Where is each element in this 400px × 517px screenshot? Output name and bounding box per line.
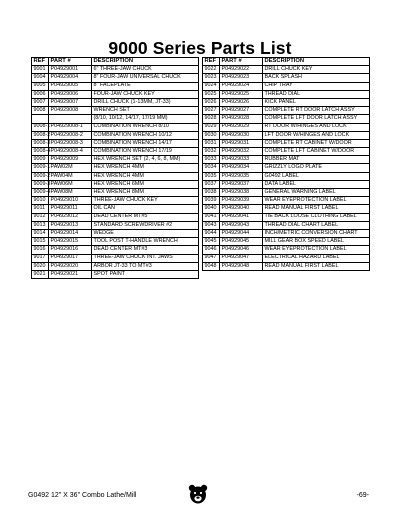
ref-cell: 9017 (32, 254, 49, 262)
ref-cell: 9007 (32, 98, 49, 106)
table-row (203, 246, 370, 254)
description-cell: G0492 LABEL (263, 172, 370, 180)
table-row (203, 98, 370, 106)
table-row (32, 164, 199, 172)
part-number-cell: P04929004 (49, 74, 92, 82)
ref-cell: 9016 (32, 246, 49, 254)
description-cell: GENERAL WARNING LABEL (263, 189, 370, 197)
ref-cell: 9014 (32, 229, 49, 237)
ref-cell (32, 115, 49, 123)
table-row (203, 213, 370, 221)
table-row (32, 205, 199, 213)
table-row (32, 262, 199, 270)
part-number-cell: P04929024 (220, 82, 263, 90)
ref-cell: 9008 (32, 107, 49, 115)
part-number-cell: PAW08M (49, 189, 92, 197)
part-number-cell: P04929013 (49, 221, 92, 229)
ref-column-header: REF (203, 58, 220, 66)
ref-cell: 9027 (203, 107, 220, 115)
part-number-cell: P04929014 (49, 229, 92, 237)
table-row (32, 238, 199, 246)
ref-cell: 9029 (203, 123, 220, 131)
part-number-cell: P04929012 (49, 213, 92, 221)
parts-table-left (31, 57, 199, 279)
description-cell: COMBINATION WRENCH 10/12 (92, 131, 199, 139)
table-row (32, 123, 199, 131)
part-number-cell: P04929008-3 (49, 139, 92, 147)
description-cell: RT DOOR W/HINGES AND LOCK (263, 123, 370, 131)
part-number-cell: P04929048 (220, 262, 263, 270)
table-row (203, 74, 370, 82)
ref-cell: 9024 (203, 82, 220, 90)
parts-table-right (202, 57, 370, 271)
ref-cell: 9005 (32, 82, 49, 90)
part-number-cell: P04929027 (220, 107, 263, 115)
part-number-cell: P04929008-2 (49, 131, 92, 139)
ref-cell: 9033 (203, 156, 220, 164)
ref-cell: 9047 (203, 254, 220, 262)
description-cell: WEDGE (92, 229, 199, 237)
ref-cell: 9015 (32, 238, 49, 246)
part-number-cell: P04929028 (220, 115, 263, 123)
ref-cell: 9041 (203, 213, 220, 221)
table-row (203, 131, 370, 139)
description-column-header: DESCRIPTION (263, 58, 370, 66)
ref-cell: 9040 (203, 205, 220, 213)
description-cell: DATA LABEL (263, 180, 370, 188)
ref-cell: 9039 (203, 197, 220, 205)
description-cell: HEX WRENCH 4MM (92, 172, 199, 180)
ref-cell: 9008-3 (33, 139, 51, 146)
part-number-cell: P04929034 (220, 164, 263, 172)
description-cell: OIL CAN (92, 205, 199, 213)
ref-cell: 9021 (32, 270, 49, 278)
description-cell: SPOT PAINT (92, 270, 199, 278)
part-number-cell: P04929020 (49, 262, 92, 270)
description-cell: KICK PANEL (263, 98, 370, 106)
page-title: 9000 Series Parts List (108, 38, 292, 58)
table-row (203, 205, 370, 213)
table-row (32, 156, 199, 164)
ref-cell: 9046 (203, 246, 220, 254)
description-cell: 8" FACEPLATE (92, 82, 199, 90)
part-number-cell: P04929033 (220, 156, 263, 164)
ref-cell: 9023 (203, 74, 220, 82)
part-number-cell: P04929010 (49, 197, 92, 205)
part-number-cell: P04929037 (220, 180, 263, 188)
table-row (203, 148, 370, 156)
description-cell: COMPLETE RT CABINET W/DOOR (263, 139, 370, 147)
description-cell: FOUR-JAW CHUCK KEY (92, 90, 199, 98)
description-cell: THREAD DIAL CHART LABEL (263, 221, 370, 229)
description-cell: HEX WRENCH 4MM (92, 164, 199, 172)
description-cell: DRILL CHUCK (1-13MM, JT-33) (92, 98, 199, 106)
table-row (203, 197, 370, 205)
ref-cell: 9006 (32, 90, 49, 98)
description-cell: THREE-JAW CHUCK KEY (92, 197, 199, 205)
table-row (32, 180, 199, 188)
table-row (203, 180, 370, 188)
description-cell: COMPLETE RT DOOR LATCH ASSY (263, 107, 370, 115)
table-row (203, 238, 370, 246)
description-cell: READ MANUAL FIRST LABEL (263, 205, 370, 213)
table-row (32, 221, 199, 229)
part-number-cell: PAW02M (49, 164, 92, 172)
part-number-cell (49, 115, 92, 123)
description-cell: LFT DOOR W/HINGES AND LOCK (263, 131, 370, 139)
description-cell: DRILL CHUCK KEY (263, 66, 370, 74)
description-cell: WRENCH SET (92, 107, 199, 115)
table-row (32, 270, 199, 278)
part-number-cell: P04929043 (220, 221, 263, 229)
part-number-cell: P04929046 (220, 246, 263, 254)
table-row (203, 221, 370, 229)
table-row (203, 82, 370, 90)
table-row (32, 131, 199, 139)
table-row (32, 139, 199, 147)
table-row (203, 164, 370, 172)
ref-cell: 9045 (203, 238, 220, 246)
ref-cell: 9008-1 (33, 123, 51, 130)
ref-cell: 9009-3 (33, 180, 51, 187)
table-row (32, 107, 199, 115)
description-cell: GRIZZLY LOGO PLATE (263, 164, 370, 172)
part-number-cell: P04929039 (220, 197, 263, 205)
ref-cell: 9022 (203, 66, 220, 74)
description-cell: STANDARD SCREWDRIVER #2 (92, 221, 199, 229)
ref-cell: 9035 (203, 172, 220, 180)
table-row (32, 254, 199, 262)
part-number-cell: P04929017 (49, 254, 92, 262)
table-row (32, 115, 199, 123)
part-number-column-header: PART # (49, 58, 92, 66)
part-number-cell: P04929025 (220, 90, 263, 98)
description-cell: THREE-JAW CHUCK INT. JAWS (92, 254, 199, 262)
ref-cell: 9013 (32, 221, 49, 229)
part-number-cell: P04929038 (220, 189, 263, 197)
table-row (32, 197, 199, 205)
table-row (203, 90, 370, 98)
table-row (32, 82, 199, 90)
description-cell: HEX WRENCH 8MM (92, 189, 199, 197)
part-number-cell: P04929009 (49, 156, 92, 164)
part-number-cell: P04929029 (220, 123, 263, 131)
table-row (203, 123, 370, 131)
table-row (32, 66, 199, 74)
part-number-cell: P04929045 (220, 238, 263, 246)
ref-cell: 9009 (32, 156, 49, 164)
table-row (32, 246, 199, 254)
description-cell: COMBINATION WRENCH 14/17 (92, 139, 199, 147)
description-cell: ARBOR JT-33 TO MT#3 (92, 262, 199, 270)
part-number-cell: P04929008-1 (49, 123, 92, 131)
description-cell: HEX WRENCH 6MM (92, 180, 199, 188)
page-number: -69- (356, 492, 369, 499)
footer-model-text: G0492 12" X 36" Combo Lathe/Mill (28, 492, 137, 499)
table-row (32, 74, 199, 82)
table-row (32, 172, 199, 180)
description-cell: TIE BACK LOOSE CLOTHING LABEL (263, 213, 370, 221)
ref-cell: 9043 (203, 221, 220, 229)
description-cell: RUBBER MAT (263, 156, 370, 164)
description-cell: 8" FOUR-JAW UNIVERSAL CHUCK (92, 74, 199, 82)
description-cell: INCH/METRIC CONVERSION CHART (263, 229, 370, 237)
ref-cell: 9008-4 (33, 147, 51, 154)
ref-cell: 9044 (203, 229, 220, 237)
part-number-cell: P04929007 (49, 98, 92, 106)
ref-cell: 9026 (203, 98, 220, 106)
description-cell: WEAR EYEPROTECTION LABEL (263, 197, 370, 205)
description-cell: DEAD CENTER MT#5 (92, 213, 199, 221)
description-cell: COMBINATION WRENCH 8/10 (92, 123, 199, 131)
description-cell: DEAD CENTER MT#3 (92, 246, 199, 254)
part-number-cell: P04929032 (220, 148, 263, 156)
table-row (32, 90, 199, 98)
part-number-cell: P04929022 (220, 66, 263, 74)
description-cell: COMBINATION WRENCH 17/19 (92, 148, 199, 156)
table-row (203, 139, 370, 147)
table-header-row (32, 58, 199, 66)
table-row (203, 229, 370, 237)
description-cell: (8/10, 10/12, 14/17, 17/19 MM) (92, 115, 199, 123)
table-row (203, 66, 370, 74)
part-number-cell: PAW04M (49, 172, 92, 180)
part-number-cell: P04929030 (220, 131, 263, 139)
part-number-cell: P04929015 (49, 238, 92, 246)
ref-column-header: REF (32, 58, 49, 66)
part-number-cell: P04929026 (220, 98, 263, 106)
table-row (32, 148, 199, 156)
part-number-cell: P04929040 (220, 205, 263, 213)
ref-cell: 9025 (203, 90, 220, 98)
ref-cell: 9030 (203, 131, 220, 139)
ref-cell: 9001 (32, 66, 49, 74)
ref-cell: 9032 (203, 148, 220, 156)
part-number-column-header: PART # (220, 58, 263, 66)
table-row (32, 229, 199, 237)
description-cell: COMPLETE LFT DOOR LATCH ASSY (263, 115, 370, 123)
part-number-cell: P04929011 (49, 205, 92, 213)
description-cell: 6" THREE-JAW CHUCK (92, 66, 199, 74)
table-row (203, 254, 370, 262)
part-number-cell: P04929008-4 (49, 148, 92, 156)
ref-cell: 9038 (203, 189, 220, 197)
description-column-header: DESCRIPTION (92, 58, 199, 66)
part-number-cell: P04929041 (220, 213, 263, 221)
description-cell: READ MANUAL FIRST LABEL (263, 262, 370, 270)
ref-cell: 9031 (203, 139, 220, 147)
table-row (203, 172, 370, 180)
table-row (203, 189, 370, 197)
part-number-cell: P04929016 (49, 246, 92, 254)
description-cell: TOOL POST T-HANDLE WRENCH (92, 238, 199, 246)
description-cell: MILL GEAR BOX SPEED LABEL (263, 238, 370, 246)
ref-cell: 9034 (203, 164, 220, 172)
ref-cell: 9009-4 (33, 188, 51, 195)
grizzly-bear-head-icon (187, 483, 209, 505)
part-number-cell: P04929047 (220, 254, 263, 262)
ref-cell: 9011 (32, 205, 49, 213)
description-cell: ELECTRICAL HAZARD LABEL (263, 254, 370, 262)
ref-cell: 9037 (203, 180, 220, 188)
part-number-cell: P04929008 (49, 107, 92, 115)
ref-cell: 9028 (203, 115, 220, 123)
part-number-cell: PAW06M (49, 180, 92, 188)
table-row (32, 98, 199, 106)
table-row (203, 156, 370, 164)
description-cell: COMPLETE LFT CABINET W/DOOR (263, 148, 370, 156)
ref-cell: 9020 (32, 262, 49, 270)
description-cell: CHIP TRAY (263, 82, 370, 90)
part-number-cell: P04929021 (49, 270, 92, 278)
ref-cell: 9009-2 (33, 172, 51, 179)
ref-cell: 9004 (32, 74, 49, 82)
part-number-cell: P04929001 (49, 66, 92, 74)
table-row (203, 107, 370, 115)
table-row (203, 115, 370, 123)
ref-cell: 9008-2 (33, 131, 51, 138)
ref-cell: 9010 (32, 197, 49, 205)
part-number-cell: P04929006 (49, 90, 92, 98)
description-cell: WEAR EYEPROTECTION LABEL (263, 246, 370, 254)
part-number-cell: P04929044 (220, 229, 263, 237)
part-number-cell: P04929005 (49, 82, 92, 90)
table-row (203, 262, 370, 270)
description-cell: BACK SPLASH (263, 74, 370, 82)
table-row (32, 213, 199, 221)
ref-cell: 9048 (203, 262, 220, 270)
description-cell: THREAD DIAL (263, 90, 370, 98)
part-number-cell: P04929035 (220, 172, 263, 180)
ref-cell: 9012 (32, 213, 49, 221)
ref-cell: 9009-1 (33, 164, 51, 171)
part-number-cell: P04929031 (220, 139, 263, 147)
table-row (32, 189, 199, 197)
table-header-row (203, 58, 370, 66)
part-number-cell: P04929023 (220, 74, 263, 82)
description-cell: HEX WRENCH SET (2, 4, 6, 8, MM) (92, 156, 199, 164)
